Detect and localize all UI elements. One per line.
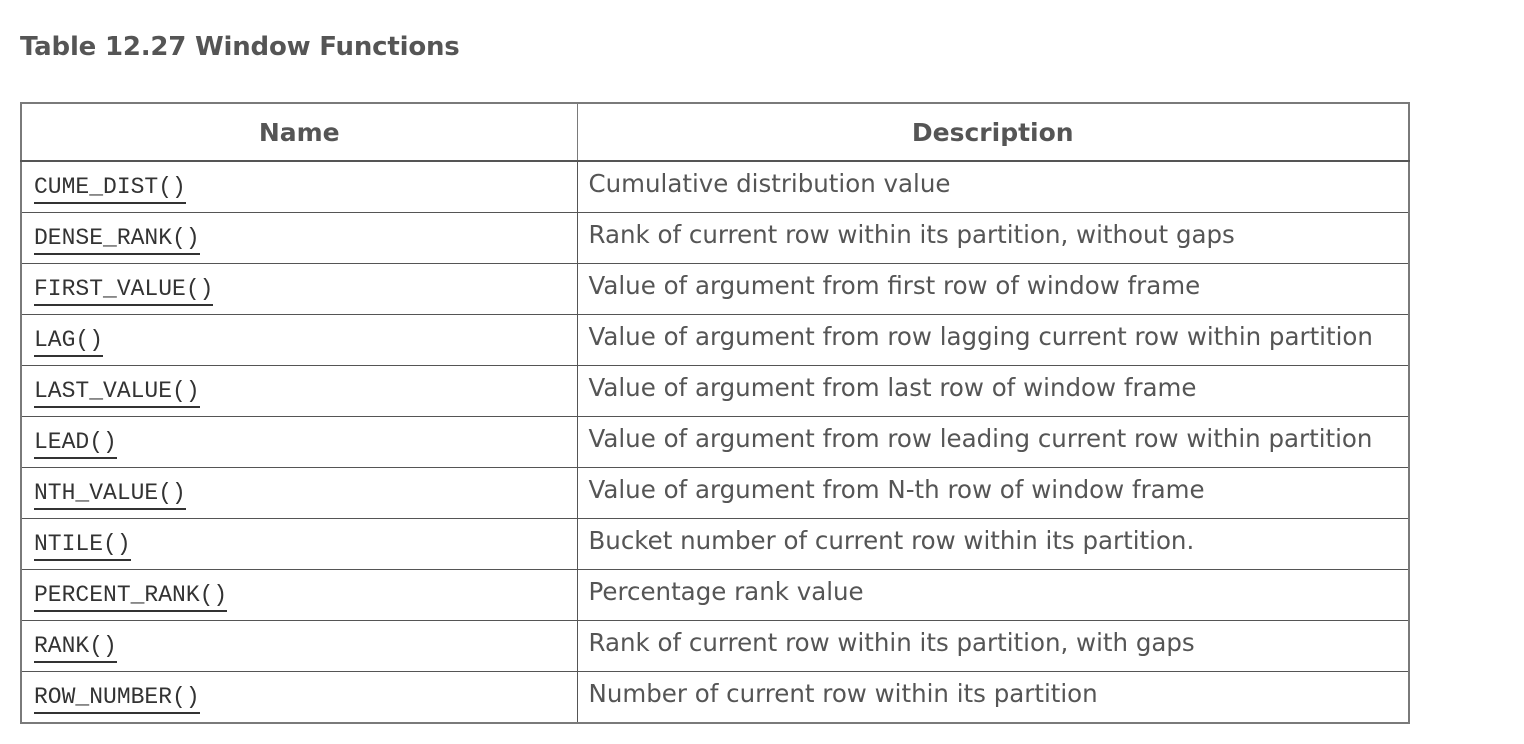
function-name-cell xyxy=(21,621,577,672)
function-link-first-value[interactable]: FIRST_VALUE() xyxy=(34,275,213,306)
table-row xyxy=(21,468,1409,519)
function-description: Rank of current row within its partition, with gaps xyxy=(588,628,1195,657)
table-row xyxy=(21,366,1409,417)
function-description-cell xyxy=(577,672,1409,724)
function-description-cell xyxy=(577,213,1409,264)
function-description-cell xyxy=(577,417,1409,468)
function-link-percent-rank[interactable]: PERCENT_RANK() xyxy=(34,581,227,612)
function-description: Cumulative distribution value xyxy=(588,169,951,198)
column-header-description: Description xyxy=(577,103,1409,161)
function-name-cell xyxy=(21,315,577,366)
function-name-cell xyxy=(21,672,577,724)
function-description-cell xyxy=(577,468,1409,519)
window-functions-table xyxy=(20,102,1410,724)
function-link-last-value[interactable]: LAST_VALUE() xyxy=(34,377,200,408)
table-row xyxy=(21,161,1409,213)
function-link-lead[interactable]: LEAD() xyxy=(34,428,117,459)
header-row xyxy=(21,103,1409,161)
table-row xyxy=(21,213,1409,264)
function-name-cell xyxy=(21,161,577,213)
function-description: Bucket number of current row within its partition. xyxy=(588,526,1195,555)
function-name-cell xyxy=(21,519,577,570)
function-description: Number of current row within its partition xyxy=(588,679,1098,708)
function-description: Value of argument from N-th row of window frame xyxy=(588,475,1205,504)
table-row xyxy=(21,264,1409,315)
function-description-cell xyxy=(577,621,1409,672)
function-description: Rank of current row within its partition, without gaps xyxy=(588,220,1235,249)
function-link-cume-dist[interactable]: CUME_DIST() xyxy=(34,173,186,204)
table-row xyxy=(21,621,1409,672)
function-link-dense-rank[interactable]: DENSE_RANK() xyxy=(34,224,200,255)
table-row xyxy=(21,672,1409,724)
column-header-name: Name xyxy=(21,103,577,161)
function-description-cell xyxy=(577,519,1409,570)
function-description-cell xyxy=(577,264,1409,315)
function-link-rank[interactable]: RANK() xyxy=(34,632,117,663)
function-name-cell xyxy=(21,570,577,621)
function-description-cell xyxy=(577,570,1409,621)
table-row xyxy=(21,417,1409,468)
function-name-cell xyxy=(21,468,577,519)
function-description: Value of argument from row leading current row within partition xyxy=(588,424,1373,453)
function-link-ntile[interactable]: NTILE() xyxy=(34,530,131,561)
table-row xyxy=(21,570,1409,621)
function-link-nth-value[interactable]: NTH_VALUE() xyxy=(34,479,186,510)
function-description: Value of argument from row lagging current row within partition xyxy=(588,322,1373,351)
function-description: Value of argument from last row of window frame xyxy=(588,373,1197,402)
function-description-cell xyxy=(577,366,1409,417)
function-name-cell xyxy=(21,264,577,315)
function-name-cell xyxy=(21,366,577,417)
function-description-cell xyxy=(577,315,1409,366)
function-name-cell xyxy=(21,213,577,264)
function-description: Percentage rank value xyxy=(588,577,864,606)
function-link-row-number[interactable]: ROW_NUMBER() xyxy=(34,683,200,714)
table-row xyxy=(21,519,1409,570)
function-description-cell xyxy=(577,161,1409,213)
function-description: Value of argument from first row of window frame xyxy=(588,271,1201,300)
function-name-cell xyxy=(21,417,577,468)
table-row xyxy=(21,315,1409,366)
table-title: Table 12.27 Window Functions xyxy=(20,32,460,62)
function-link-lag[interactable]: LAG() xyxy=(34,326,103,357)
